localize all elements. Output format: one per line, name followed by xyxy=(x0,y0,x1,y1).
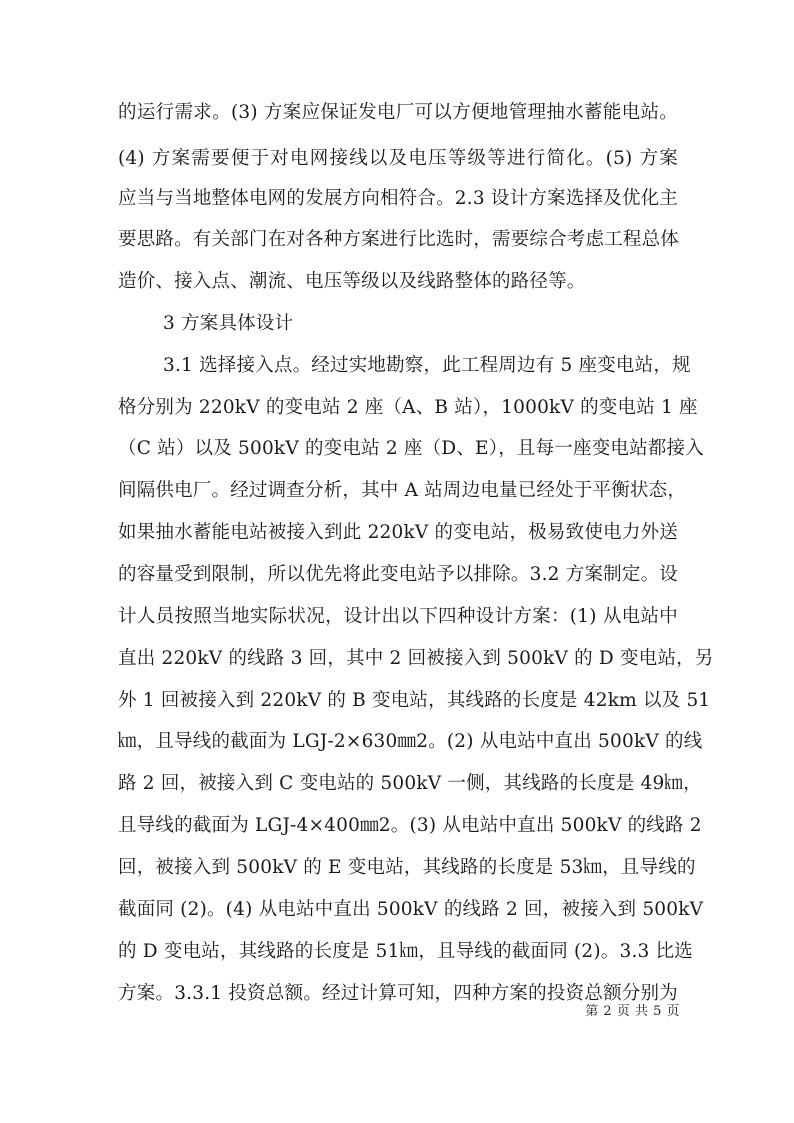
body-text-line: 回，被接入到 500kV 的 E 变电站，其线路的长度是 53㎞，且导线的 xyxy=(118,857,696,878)
body-text-line: 间隔供电厂。经过调查分析，其中 A 站周边电量已经处于平衡状态， xyxy=(118,480,687,501)
body-text-line: 截面同 (2)。(4) 从电站中直出 500kV 的线路 2 回，被接入到 500kV xyxy=(118,899,704,920)
body-text-line: 直出 220kV 的线路 3 回，其中 2 回被接入到 500kV 的 D 变电站，另 xyxy=(118,648,714,669)
body-text-line: 如果抽水蓄能电站被接入到此 220kV 的变电站，极易致使电力外送 xyxy=(118,522,678,543)
page-number-footer: 第 2 页 共 5 页 xyxy=(585,1004,680,1019)
body-text-line: 要思路。有关部门在对各种方案进行比选时，需要综合考虑工程总体 xyxy=(118,229,680,250)
body-text-line: 应当与当地整体电网的发展方向相符合。2.3 设计方案选择及优化主 xyxy=(118,188,678,209)
body-text-line: 且导线的截面为 LGJ-4×400㎜2。(3) 从电站中直出 500kV 的线路 2 xyxy=(118,815,702,836)
body-text-line: (4) 方案需要便于对电网接线以及电压等级等进行简化。(5) 方案 xyxy=(118,148,678,169)
body-text-line: 的容量受到限制，所以优先将此变电站予以排除。3.2 方案制定。设 xyxy=(118,564,678,585)
body-text-line: 格分别为 220kV 的变电站 2 座（A、B 站），1000kV 的变电站 1 座 xyxy=(118,397,698,418)
body-text-line: ㎞，且导线的截面为 LGJ-2×630㎜2。(2) 从电站中直出 500kV 的线 xyxy=(118,731,703,752)
body-text-line: 方案。3.3.1 投资总额。经过计算可知，四种方案的投资总额分别为 xyxy=(118,983,678,1004)
body-text-line: 计人员按照当地实际状况，设计出以下四种设计方案：(1) 从电站中 xyxy=(118,606,678,627)
body-text-line: 的 D 变电站，其线路的长度是 51㎞，且导线的截面同 (2)。3.3 比选 xyxy=(118,941,694,962)
body-text-line: 的运行需求。(3) 方案应保证发电厂可以方便地管理抽水蓄能电站。 xyxy=(118,102,678,123)
body-text-line: （C 站）以及 500kV 的变电站 2 座（D、E），且每一座变电站都接入 xyxy=(118,438,704,459)
body-text-line: 3.1 选择接入点。经过实地勘察，此工程周边有 5 座变电站，规 xyxy=(163,355,691,376)
body-text-line: 外 1 回被接入到 220kV 的 B 变电站，其线路的长度是 42km 以及 51 xyxy=(118,690,711,711)
body-text-line: 造价、接入点、潮流、电压等级以及线路整体的路径等。 xyxy=(118,271,586,292)
section-heading: 3 方案具体设计 xyxy=(163,313,294,334)
body-text-line: 路 2 回，被接入到 C 变电站的 500kV 一侧，其线路的长度是 49㎞， xyxy=(118,773,702,794)
